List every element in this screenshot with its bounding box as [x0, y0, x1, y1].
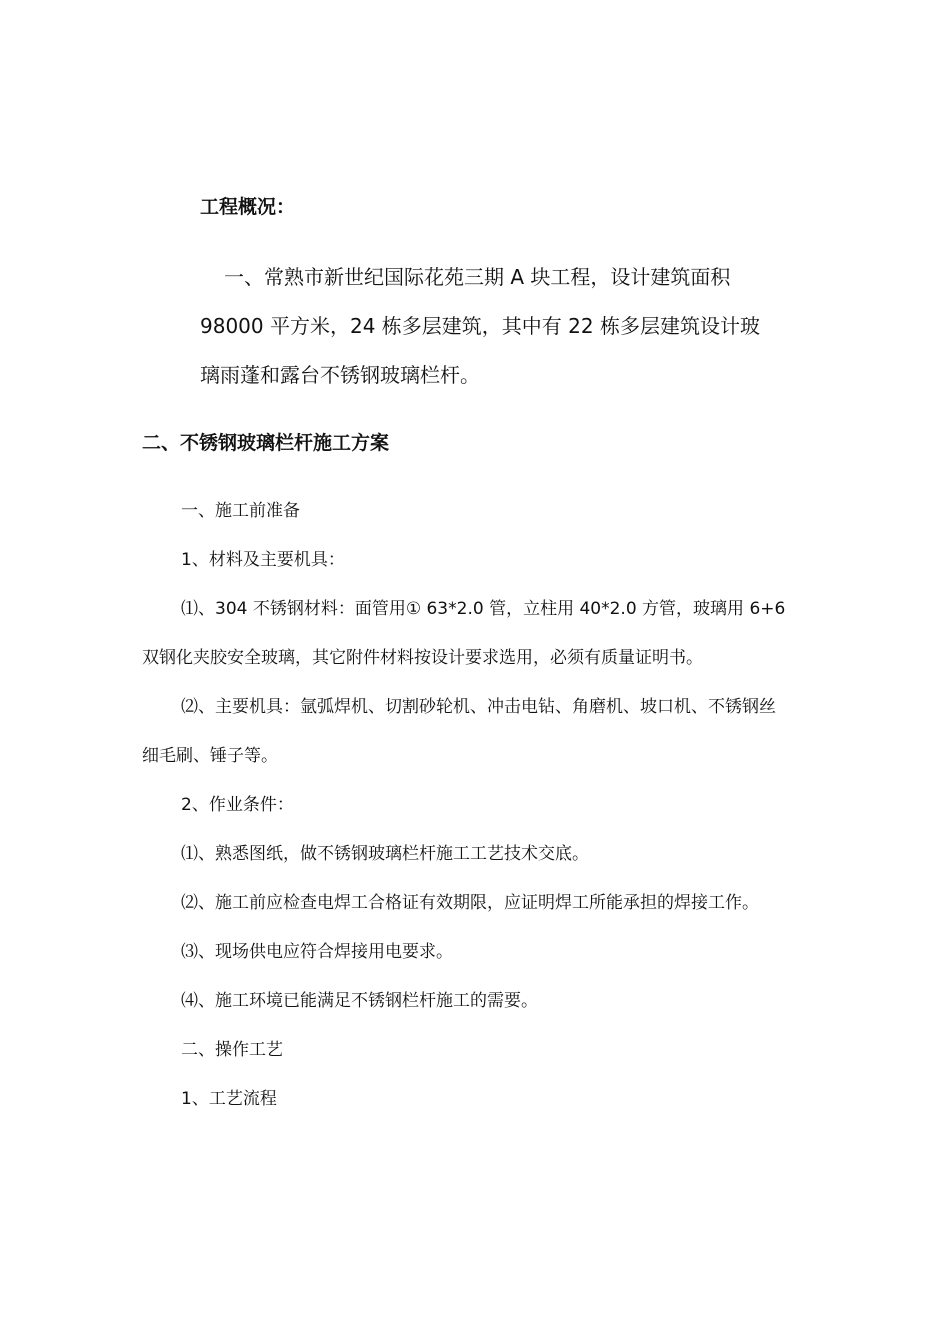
- paragraph-line-materials: ⑴、304 不锈钢材料：面管用① 63*2.0 管，立柱用 40*2.0 方管，玻璃用 6+6: [181, 599, 786, 619]
- item-working-conditions: 2、作业条件：: [181, 795, 294, 815]
- overview-paragraph-line: 98000 平方米，24 栋多层建筑，其中有 22 栋多层建筑设计玻: [200, 314, 760, 338]
- item-materials-and-tools: 1、材料及主要机具：: [181, 550, 345, 570]
- paragraph-line-tools: ⑵、主要机具：氩弧焊机、切割砂轮机、冲击电钻、角磨机、坡口机、不锈钢丝: [181, 697, 776, 717]
- section-heading-construction-plan: 二、不锈钢玻璃栏杆施工方案: [142, 432, 390, 454]
- condition-line: ⑵、施工前应检查电焊工合格证有效期限，应证明焊工所能承担的焊接工作。: [181, 893, 759, 913]
- subheading-preparation: 一、施工前准备: [181, 501, 300, 521]
- paragraph-line-materials: 双钢化夹胶安全玻璃，其它附件材料按设计要求选用，必须有质量证明书。: [142, 648, 703, 668]
- subheading-operation-process: 二、操作工艺: [181, 1040, 283, 1060]
- paragraph-line-tools: 细毛刷、锤子等。: [142, 746, 278, 766]
- condition-line: ⑴、熟悉图纸，做不锈钢玻璃栏杆施工工艺技术交底。: [181, 844, 589, 864]
- condition-line: ⑷、施工环境已能满足不锈钢栏杆施工的需要。: [181, 991, 538, 1011]
- condition-line: ⑶、现场供电应符合焊接用电要求。: [181, 942, 453, 962]
- item-process-flow: 1、工艺流程: [181, 1089, 277, 1109]
- overview-paragraph-line: 一、常熟市新世纪国际花苑三期 A 块工程，设计建筑面积: [224, 265, 731, 289]
- overview-paragraph-line: 璃雨蓬和露台不锈钢玻璃栏杆。: [200, 363, 480, 387]
- section-heading-project-overview: 工程概况：: [200, 196, 296, 218]
